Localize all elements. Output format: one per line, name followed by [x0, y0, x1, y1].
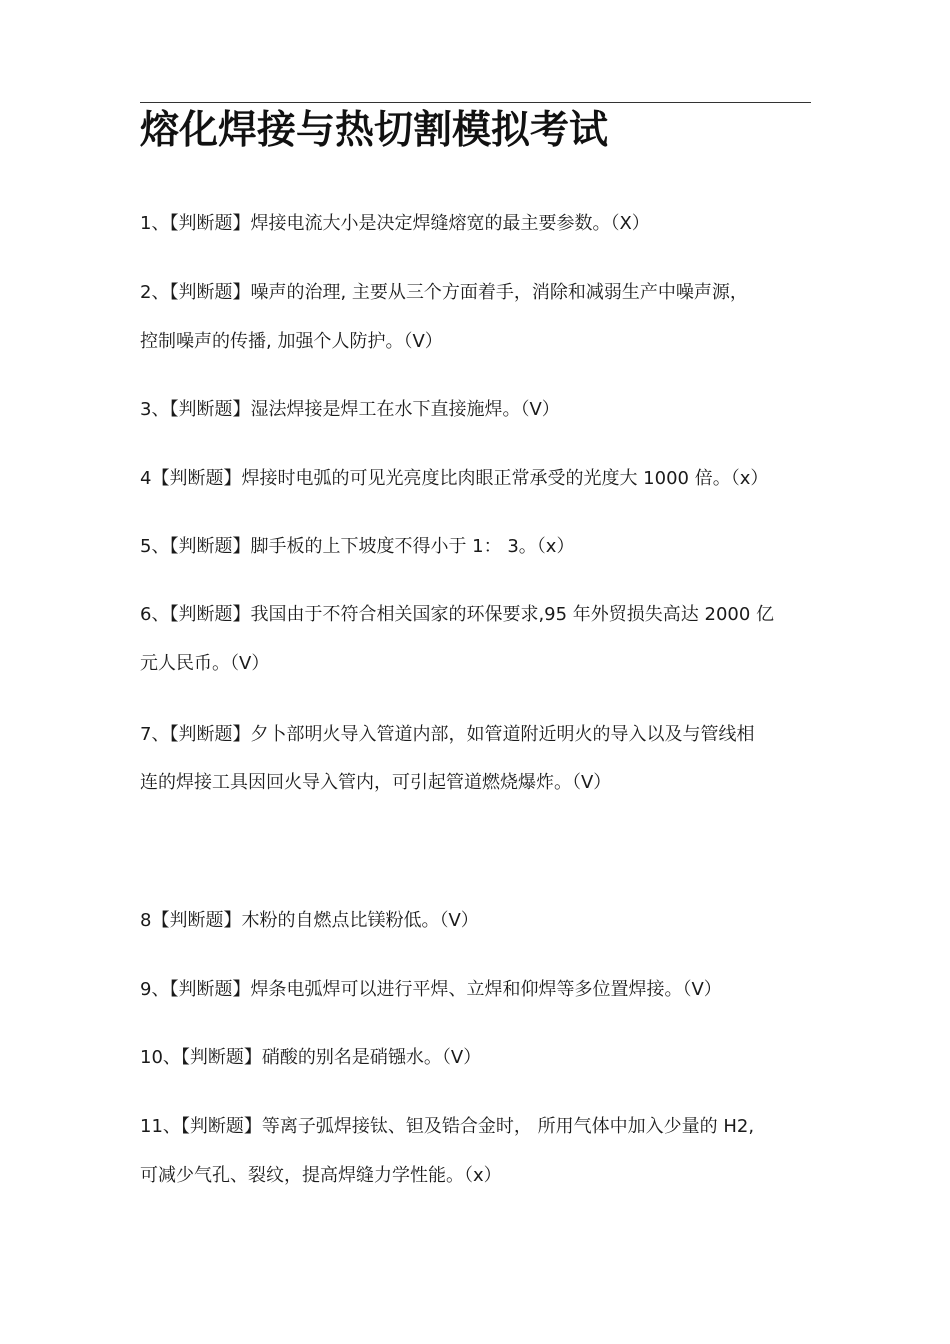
document-title: 熔化焊接与热切割模拟考试	[140, 108, 609, 153]
question-5-line-1: 5、【判断题】脚手板的上下坡度不得小于 1： 3。（x）	[140, 536, 575, 557]
question-7-line-1: 7、【判断题】夕卜部明火导入管道内部，如管道附近明火的导入以及与管线相	[140, 724, 755, 745]
question-2-line-1: 2、【判断题】噪声的治理, 主要从三个方面着手，消除和减弱生产中噪声源，	[140, 282, 748, 303]
question-10-line-1: 10、【判断题】硝酸的别名是硝镪水。（V）	[140, 1047, 482, 1068]
question-7-line-2: 连的焊接工具因回火导入管内，可引起管道燃烧爆炸。（V）	[140, 772, 612, 793]
header-rule	[140, 102, 811, 103]
question-9-line-1: 9、【判断题】焊条电弧焊可以进行平焊、立焊和仰焊等多位置焊接。（V）	[140, 979, 722, 1000]
question-8-line-1: 8【判断题】木粉的自燃点比镁粉低。（V）	[140, 910, 479, 931]
question-1-line-1: 1、【判断题】焊接电流大小是决定焊缝熔宽的最主要参数。（X）	[140, 213, 650, 234]
question-6-line-2: 元人民币。（V）	[140, 653, 270, 674]
question-2-line-2: 控制噪声的传播, 加强个人防护。（V）	[140, 331, 443, 352]
question-3-line-1: 3、【判断题】湿法焊接是焊工在水下直接施焊。（V）	[140, 399, 560, 420]
question-4-line-1: 4【判断题】焊接时电弧的可见光亮度比肉眼正常承受的光度大 1000 倍。（x）	[140, 468, 769, 489]
question-11-line-2: 可减少气孔、裂纹，提高焊缝力学性能。（x）	[140, 1165, 502, 1186]
question-11-line-1: 11、【判断题】等离子弧焊接钛、钽及锆合金时， 所用气体中加入少量的 H2,	[140, 1116, 755, 1137]
question-6-line-1: 6、【判断题】我国由于不符合相关国家的环保要求,95 年外贸损失高达 2000 亿	[140, 604, 775, 625]
